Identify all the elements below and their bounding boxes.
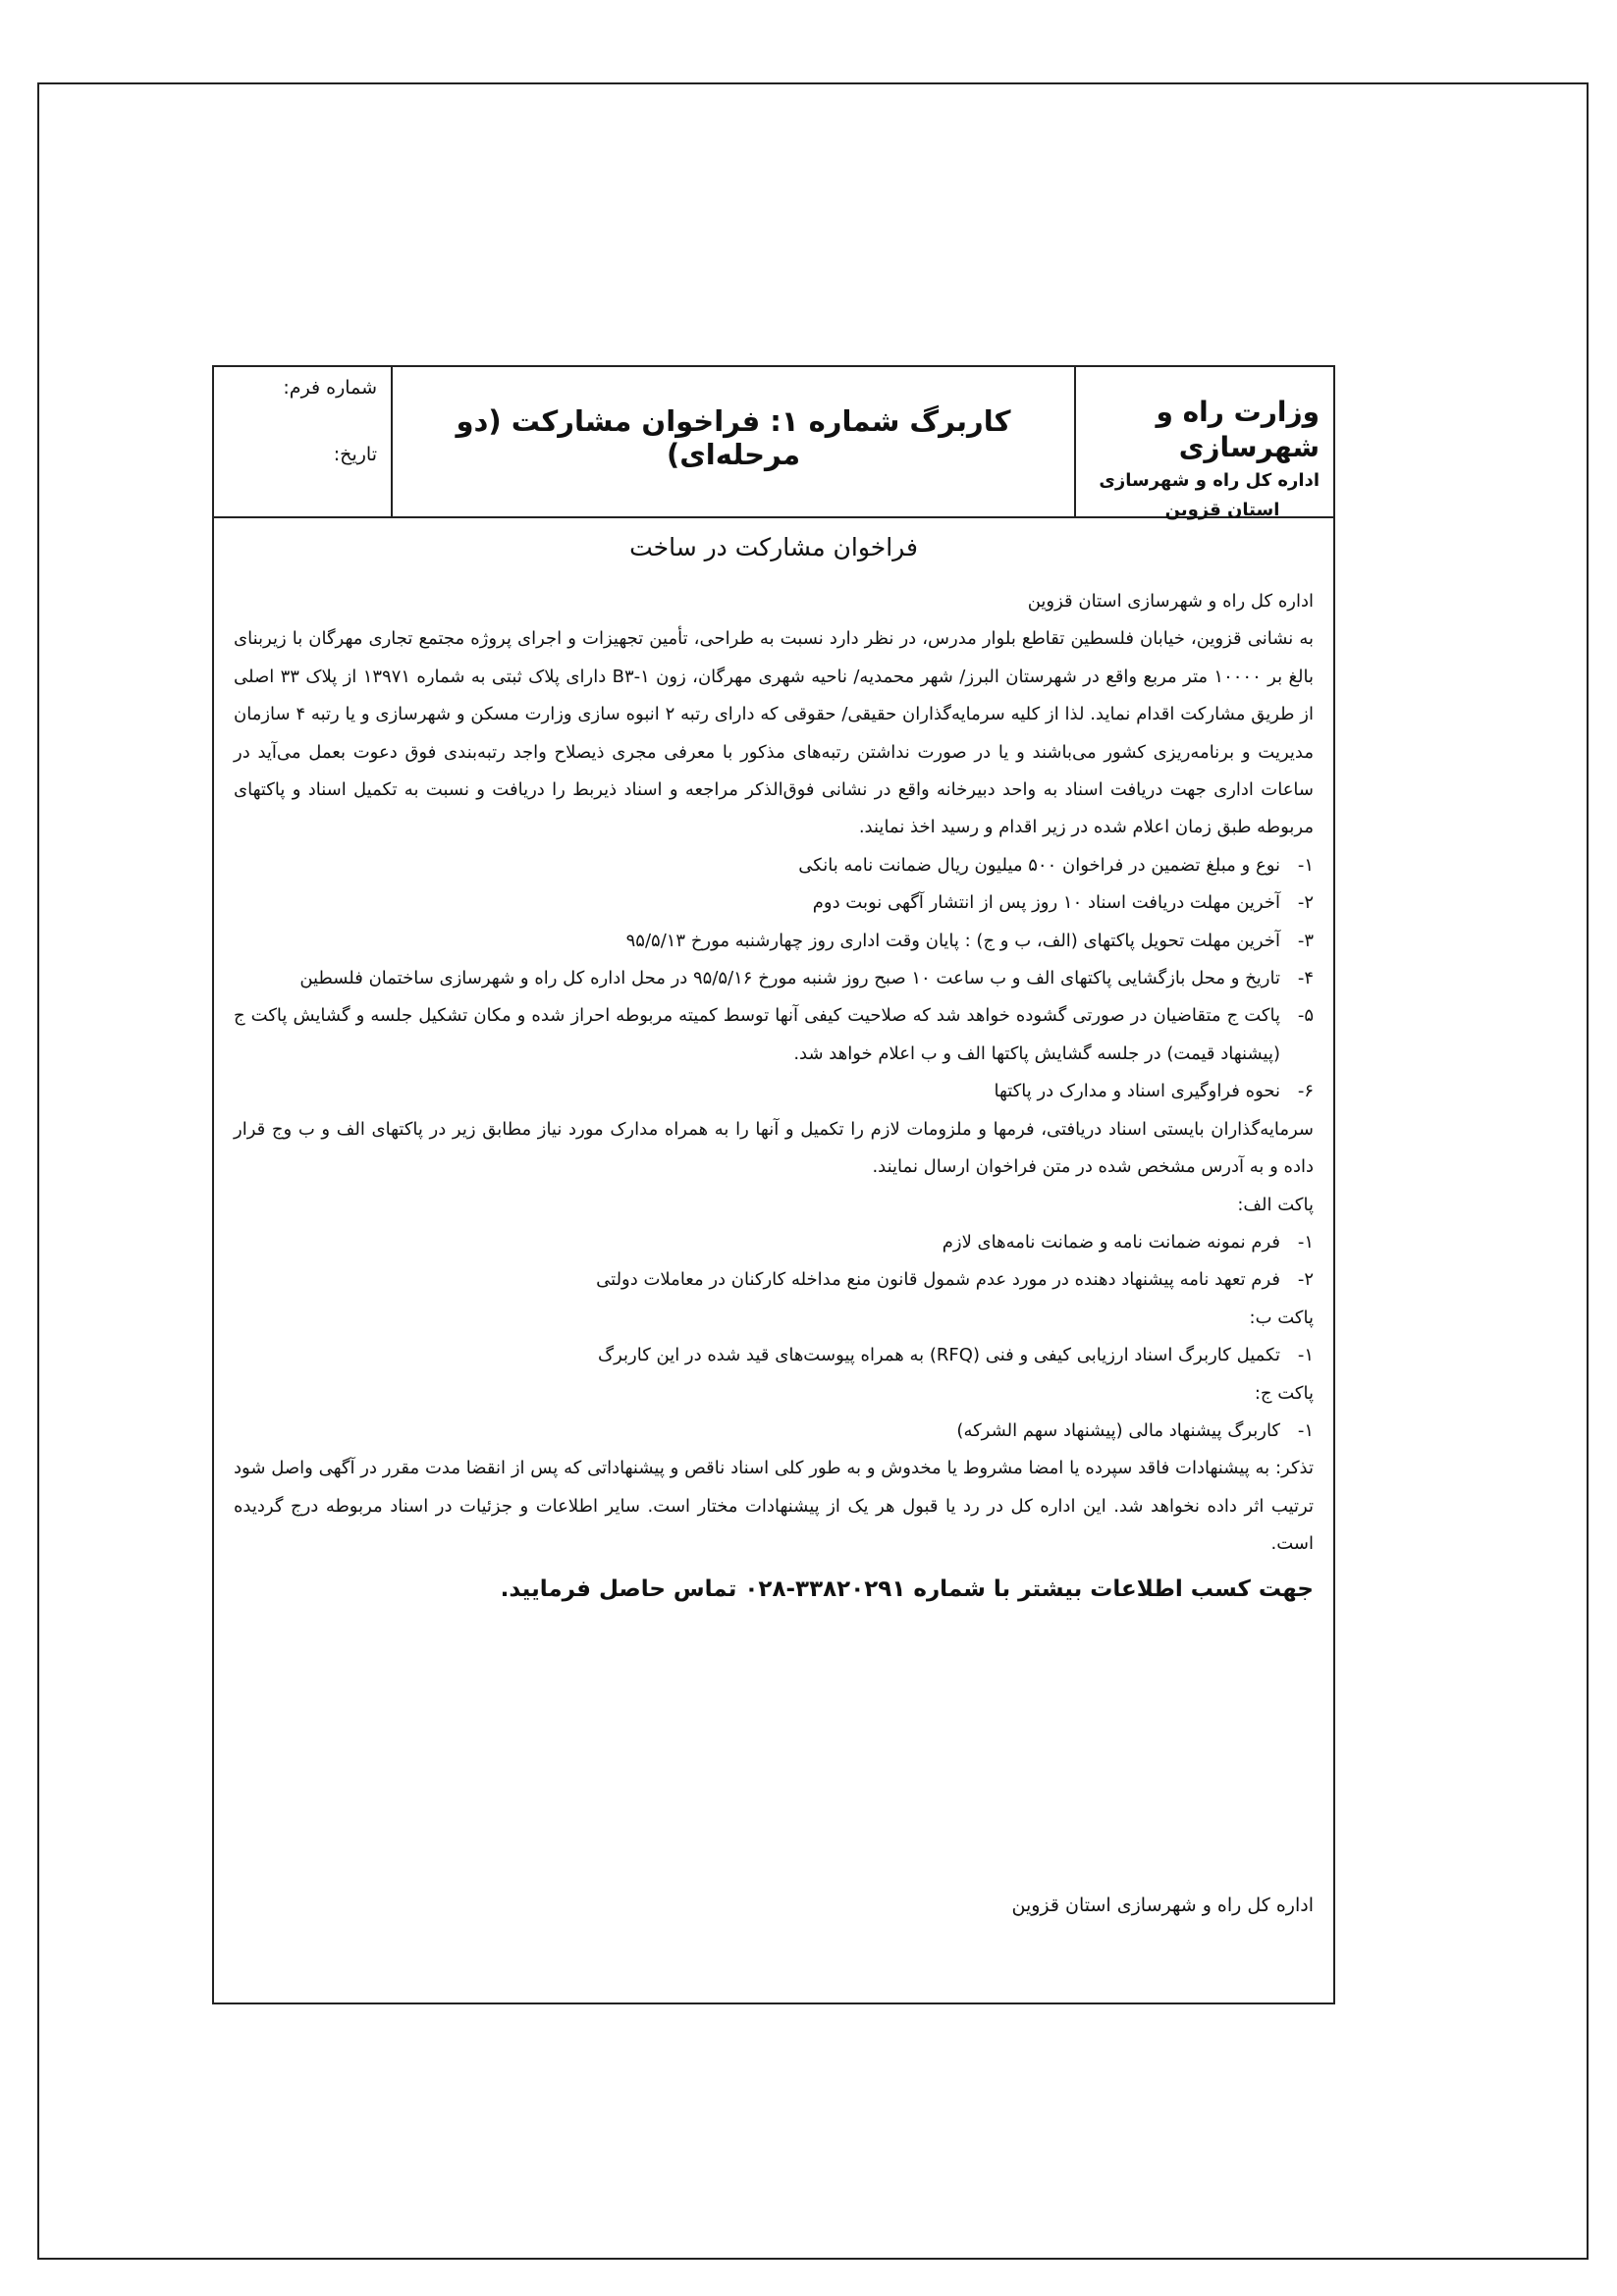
- packet-b-title: پاکت ب:: [1249, 1307, 1314, 1328]
- investors-note: سرمایه‌گذاران بایستی اسناد دریافتی، فرمها و ملزومات لازم را تکمیل و آنها را به همراه مدارک مورد نیاز مطابق زیر در پاکتهای الف و ب وج قرار داده و به آدرس مشخص شده در متن فراخوان ارسال نمایند.: [234, 1118, 1314, 1178]
- intro-paragraph: به نشانی قزوین، خیابان فلسطین تقاطع بلوار مدرس، در نظر دارد نسبت به طراحی، تأمین تجهیزات و اجرای پروژه مجتمع تجاری مهرگان با زیربنای بالغ بر ۱۰۰۰۰ متر مربع واقع در شهرستان البرز/ شهر محمدیه/ ناحیه شهری مهرگان، زون B۳-۱ دارای پلاک ثبتی به شماره ۱۳۹۷۱ از پلاک ۳۳ اصلی از طریق مشارکت اقدام نماید. لذا از کلیه سرمایه‌گذاران حقیقی/ حقوقی که دارای رتبه ۲ انبوه سازی وزارت مسکن و شهرسازی و یا رتبه ۴ سازمان مدیریت و برنامه‌ریزی کشور می‌باشند و یا در صورت نداشتن رتبه‌های مذکور با معرفی مجری ذیصلاح واجد رتبه‌بندی فوق دعوت بعمل می‌آید در ساعات اداری جهت دریافت اسناد به واحد دبیرخانه واقع در نشانی فوق‌الذکر مراجعه و اسناد ذیربط را دریافت و نسبت به تکمیل اسناد و پاکتهای مربوطه طبق زمان اعلام شده در زیر اقدام و رسید اخذ نمایند.: [234, 628, 1315, 838]
- packet-a-list: [234, 1224, 1314, 1300]
- list-item: [234, 1413, 1314, 1450]
- list-item: [234, 1224, 1314, 1261]
- document-title: فراخوان مشارکت در ساخت: [629, 533, 918, 561]
- item-text: تاریخ و محل بازگشایی پاکتهای الف و ب ساعت ۱۰ صبح روز شنبه مورخ ۹۵/۵/۱۶ در محل اداره کل راه و شهرسازی ساختمان فلسطین: [299, 968, 1280, 989]
- item-number: ۴-: [1297, 968, 1314, 989]
- item-text: پاکت ج متقاضیان در صورتی گشوده خواهد شد که صلاحیت کیفی آنها توسط کمیته مربوطه احراز شده و مکان تشکیل جلسه و گشایش پاکت ج (پیشنهاد قیمت) در جلسه گشایش پاکتها الف و ب اعلام خواهد شد.: [234, 1005, 1280, 1064]
- list-item: [234, 997, 1314, 1073]
- item-number: ۲-: [1297, 1269, 1314, 1291]
- contact-line: جهت کسب اطلاعات بیشتر با شماره ۳۳۸۲۰۲۹۱-۰۲۸ تماس حاصل فرمایید.: [500, 1575, 1314, 1602]
- item-number: ۱-: [1297, 854, 1314, 876]
- ministry-block: [1074, 367, 1333, 521]
- item-number: ۳-: [1297, 930, 1314, 951]
- form-title-block: [391, 367, 1074, 516]
- packet-b-list: [234, 1337, 1314, 1374]
- packet-c-title: پاکت ج:: [1254, 1382, 1314, 1404]
- issuer-line: اداره کل راه و شهرسازی استان قزوین: [1027, 591, 1314, 612]
- item-text: فرم نمونه ضمانت نامه و ضمانت نامه‌های لازم: [942, 1231, 1280, 1253]
- form-document: [212, 365, 1335, 2004]
- item-text: نوع و مبلغ تضمین در فراخوان ۵۰۰ میلیون ریال ضمانت نامه بانکی: [798, 854, 1280, 876]
- item-number: ۶-: [1297, 1081, 1314, 1102]
- ministry-province: استان قزوین: [1164, 500, 1280, 521]
- list-item: [234, 884, 1314, 922]
- list-item: [234, 1073, 1314, 1110]
- form-header: [214, 367, 1333, 521]
- form-meta-block: [214, 367, 391, 516]
- form-number-label: شماره فرم:: [283, 377, 377, 399]
- item-text: آخرین مهلت تحویل پاکتهای (الف، ب و ج) : پایان وقت اداری روز چهارشنبه مورخ ۹۵/۵/۱۳: [625, 930, 1280, 951]
- item-text: فرم تعهد نامه پیشنهاد دهنده در مورد عدم شمول قانون منع مداخله کارکنان در معاملات دولتی: [596, 1269, 1280, 1291]
- list-item: [234, 847, 1314, 884]
- item-text: تکمیل کاربرگ اسناد ارزیابی کیفی و فنی (RFQ) به همراه پیوست‌های قید شده در این کاربرگ: [597, 1345, 1280, 1366]
- packet-a-title: پاکت الف:: [1237, 1194, 1314, 1215]
- form-body: [214, 518, 1333, 1611]
- list-item: [234, 1337, 1314, 1374]
- item-number: ۱-: [1297, 1231, 1314, 1253]
- conditions-list: [234, 847, 1314, 1111]
- item-text: آخرین مهلت دریافت اسناد ۱۰ روز پس از انتشار آگهی نوبت دوم: [812, 892, 1280, 914]
- ministry-department: اداره کل راه و شهرسازی: [1099, 469, 1320, 491]
- item-text: نحوه فراوگیری اسناد و مدارک در پاکتها: [994, 1081, 1280, 1102]
- form-title: کاربرگ شماره ۱: فراخوان مشارکت (دو مرحله‌ای): [456, 404, 1011, 471]
- list-item: [234, 923, 1314, 960]
- reminder-paragraph: تذکر: به پیشنهادات فاقد سپرده یا امضا مشروط یا مخدوش و به طور کلی اسناد ناقص و پیشنهاداتی که پس از انقضا مدت مقرر در آگهی واصل شود ترتیب اثر داده نخواهد شد. این اداره کل در رد یا قبول هر یک از پیشنهادات مختار است. سایر اطلاعات و جزئیات در اسناد مربوطه درج گردیده است.: [234, 1458, 1314, 1555]
- date-label: تاریخ:: [333, 444, 377, 465]
- list-item: [234, 960, 1314, 997]
- packet-c-list: [234, 1413, 1314, 1450]
- ministry-name: وزارت راه و شهرسازی: [1156, 396, 1320, 464]
- signature-line: اداره کل راه و شهرسازی استان قزوین: [1011, 1895, 1314, 1916]
- item-number: ۵-: [1297, 1005, 1314, 1027]
- item-number: ۲-: [1297, 892, 1314, 914]
- item-number: ۱-: [1297, 1345, 1314, 1366]
- list-item: [234, 1261, 1314, 1299]
- item-number: ۱-: [1297, 1419, 1314, 1441]
- item-text: کاربرگ پیشنهاد مالی (پیشنهاد سهم الشرکه): [956, 1419, 1280, 1441]
